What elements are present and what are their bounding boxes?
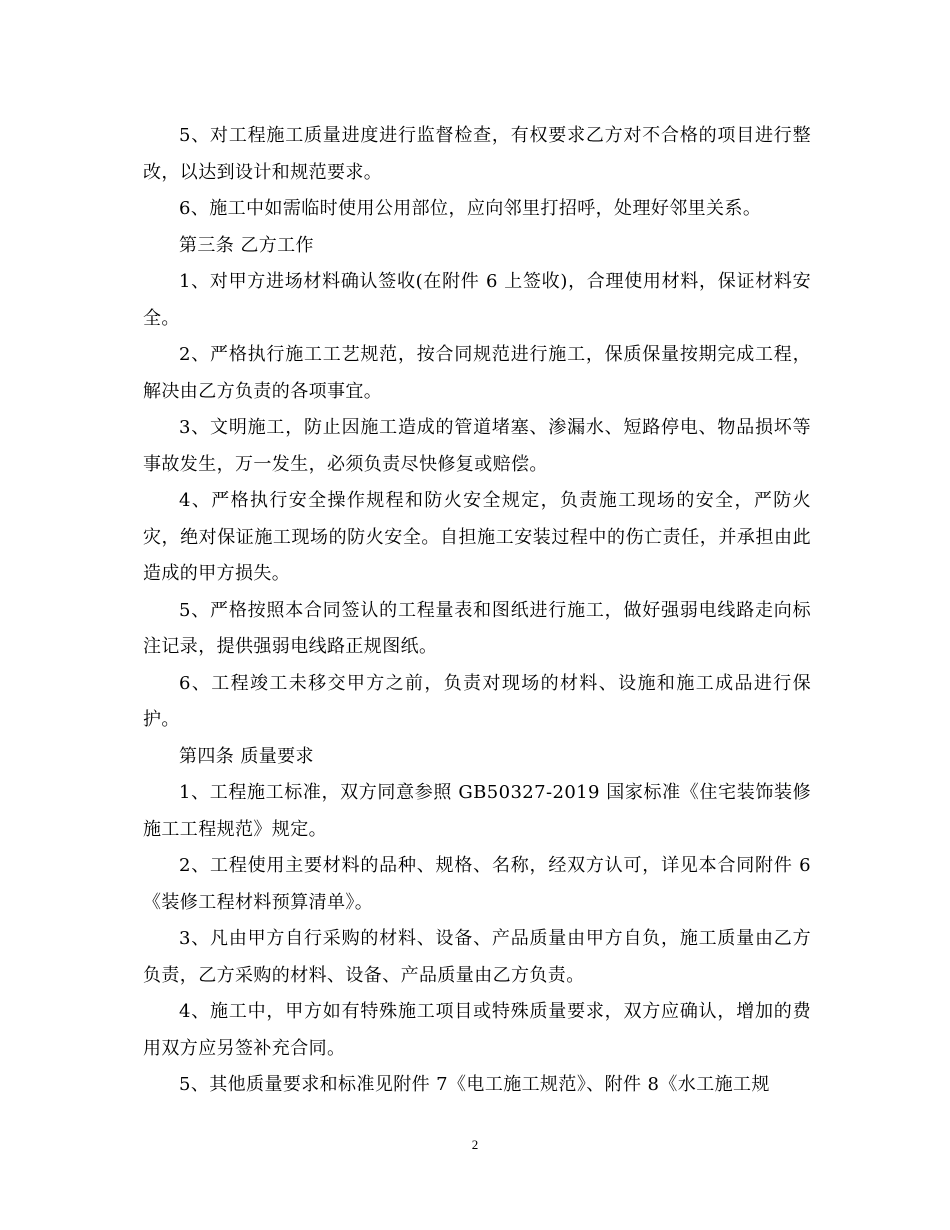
paragraph-clause-3-item-1: 1、对甲方进场材料确认签收(在附件 6 上签收)，合理使用材料，保证材料安全。: [143, 271, 811, 329]
paragraph-clause-4-item-5: 5、其他质量要求和标准见附件 7《电工施工规范》、附件 8《水工施工规: [179, 1074, 770, 1095]
paragraph-clause-3-item-2: 2、严格执行施工工艺规范，按合同规范进行施工，保质保量按期完成工程，解决由乙方负责的各项事宜。: [143, 344, 811, 402]
paragraph-clause-3-item-6: 6、工程竣工未移交甲方之前，负责对现场的材料、设施和施工成品进行保护。: [143, 672, 811, 730]
paragraph-clause-4-item-4: 4、施工中，甲方如有特殊施工项目或特殊质量要求，双方应确认，增加的费用双方应另签补充合同。: [143, 1001, 811, 1059]
paragraph-clause-4-item-2: 2、工程使用主要材料的品种、规格、名称，经双方认可，详见本合同附件 6《装修工程材料预算清单》。: [143, 855, 811, 913]
paragraph-clause-3-item-5: 5、严格按照本合同签认的工程量表和图纸进行施工，做好强弱电线路走向标注记录，提供强弱电线路正规图纸。: [143, 599, 811, 657]
paragraph-clause-3-item-4: 4、严格执行安全操作规程和防火安全规定，负责施工现场的安全，严防火灾，绝对保证施工现场的防火安全。自担施工安装过程中的伤亡责任，并承担由此造成的甲方损失。: [143, 490, 811, 584]
page-number: 2: [471, 1137, 479, 1152]
paragraph-clause-4-item-1: 1、工程施工标准，双方同意参照 GB50327-2019 国家标准《住宅装饰装修施工工程规范》规定。: [143, 782, 811, 840]
paragraph-clause-4-item-3: 3、凡由甲方自行采购的材料、设备、产品质量由甲方自负，施工质量由乙方负责，乙方采购的材料、设备、产品质量由乙方负责。: [143, 928, 811, 986]
paragraph-clause-3-item-3: 3、文明施工，防止因施工造成的管道堵塞、渗漏水、短路停电、物品损坏等事故发生，万一发生，必须负责尽快修复或赔偿。: [143, 417, 811, 475]
paragraph-clause-2-item-5: 5、对工程施工质量进度进行监督检查，有权要求乙方对不合格的项目进行整改，以达到设计和规范要求。: [143, 125, 811, 183]
document-body: [143, 118, 811, 1104]
paragraph-clause-2-item-6: 6、施工中如需临时使用公用部位，应向邻里打招呼，处理好邻里关系。: [179, 198, 762, 219]
section-heading-clause-4: 第四条 质量要求: [179, 745, 314, 767]
section-heading-clause-3: 第三条 乙方工作: [179, 234, 314, 256]
